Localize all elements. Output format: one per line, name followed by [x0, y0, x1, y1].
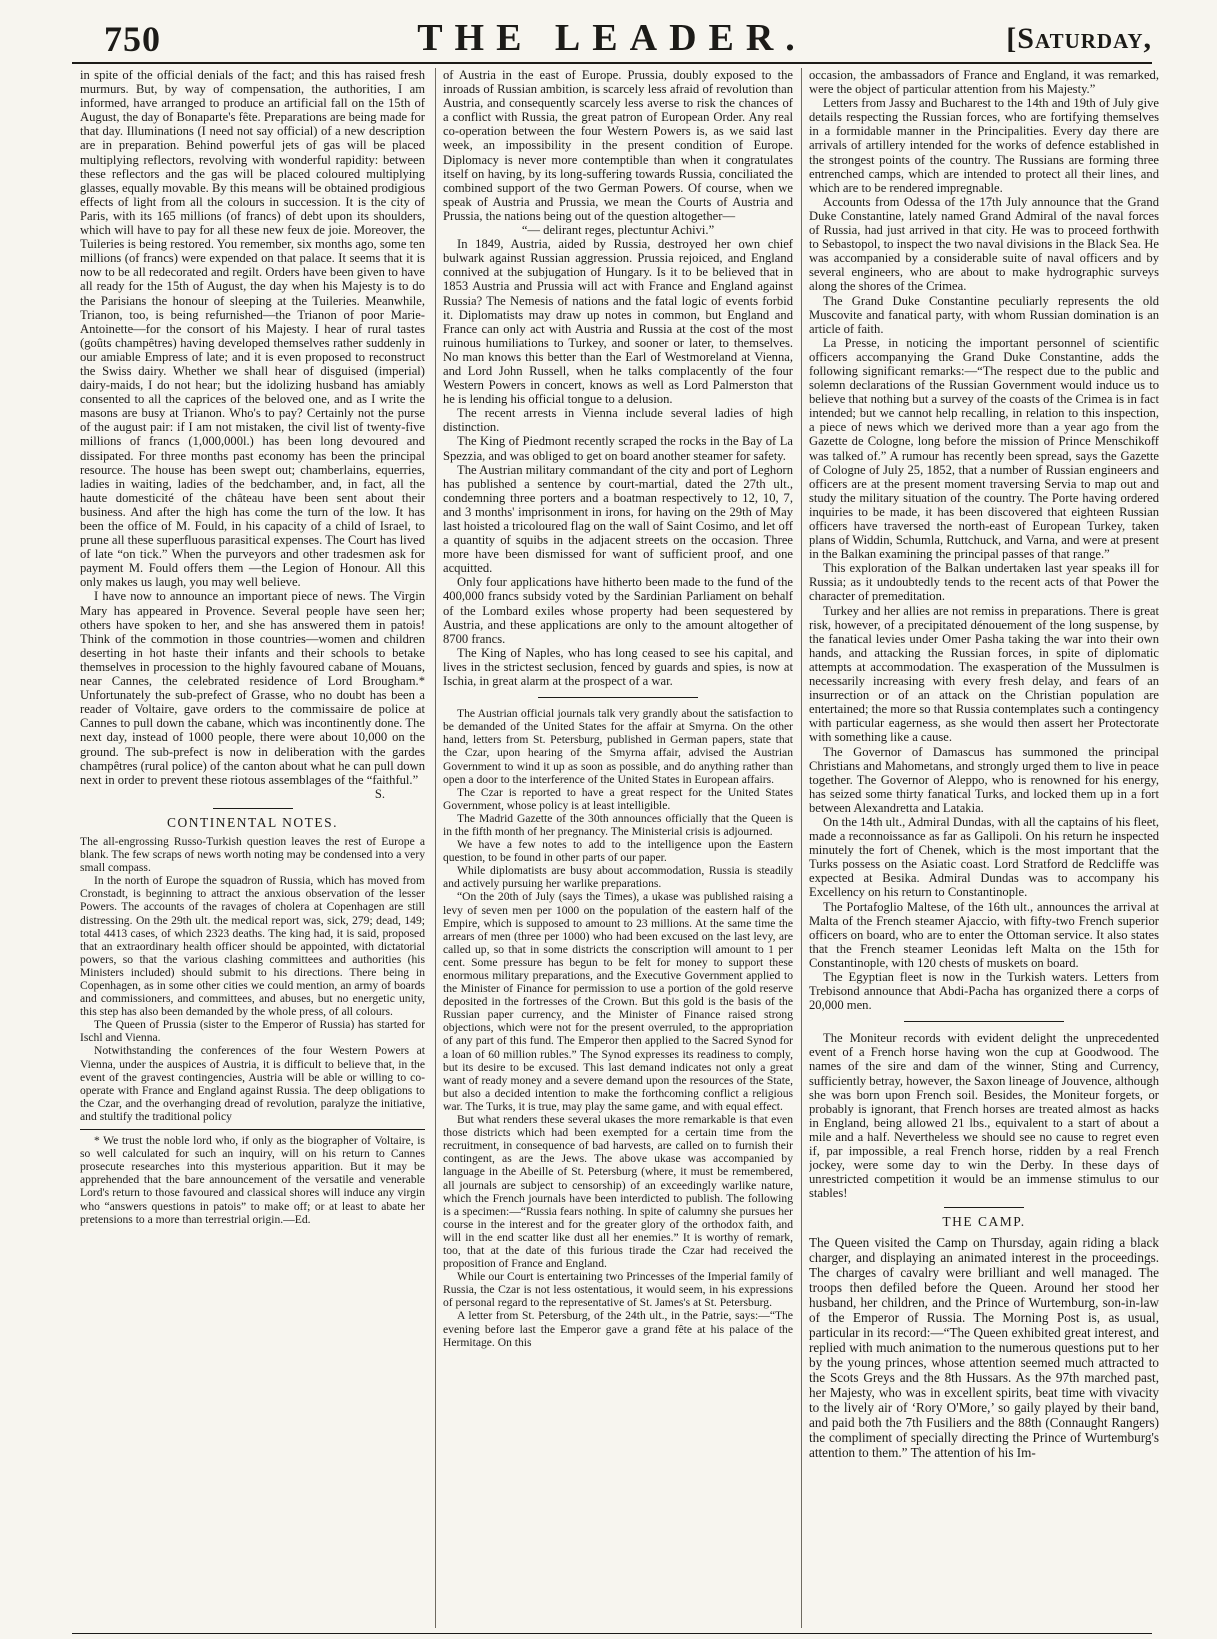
paragraph: The Austrian military commandant of the city and port of Leghorn has published a sentence by court-martial, dated the 27th ult., condemning three porters and a boatman respectively to 12, 10, 7, and 3 months' imprisonment in irons, for having on the 29th of May last hoisted a tricoloured flag on the wall of Saint Cosimo, and let off a quantity of squibs in the adjacent streets on the occasion. Three more have been dismissed for want of sufficient proof, and one acquitted. [443, 462, 793, 576]
paragraph: The Portafoglio Maltese, of the 16th ult., announces the arrival at Malta of the French steamer Ajaccio, with fifty-two French superior officers on board, who are to enter the Ottoman service. It also states that the French steamer Leonidas left Malta on the 15th for Constantinople, with 120 chests of muskets on board. [809, 899, 1159, 970]
paragraph: We have a few notes to add to the intelligence upon the Eastern question, to be found in other parts of our paper. [443, 838, 793, 865]
signature: S. [374, 786, 385, 801]
paragraph: The Egyptian fleet is now in the Turkish waters. Letters from Trebisond announce that Abdi-Pacha has organized there a corps of 20,000 men. [809, 970, 1159, 1013]
footnote-text: * We trust the noble lord who, if only as the biographer of Voltaire, is so well calculated for such an inquiry, will on his return to Cannes prosecute researches into this mysterious apparition. But it may be apprehended that the bare announcement of the versatile and venerable Lord's return to those favoured and classical shores will induce any virgin who “answers questions in patois” to make off; or at least to abate her pretensions to a more than terrestrial origin.—Ed. [80, 1134, 425, 1226]
paragraph: occasion, the ambassadors of France and England, it was remarked, were the object of particular attention from his Majesty.” [809, 68, 1159, 97]
continental-notes-continued [443, 707, 793, 1349]
paragraph: The Queen of Prussia (sister to the Emperor of Russia) has started for Ischl and Vienna. [80, 1018, 425, 1045]
paragraph: On the 14th ult., Admiral Dundas, with all the captains of his fleet, made a reconnoissance as far as Gallipoli. On his return he inspected minutely the fort of Chenek, which is the most important that the Turks possess on the Asiatic coast. Lord Stratford de Redcliffe was expected at Besika. Admiral Dundas was to accompany his Excellency on his return to Constantinople. [809, 814, 1159, 900]
paragraph: The Czar is reported to have a great respect for the United States Government, whose policy is at least intelligible. [443, 785, 793, 812]
divider [944, 1207, 1024, 1208]
newspaper-title: THE LEADER. [417, 17, 807, 59]
column-rule [435, 68, 436, 1628]
paragraph: Notwithstanding the conferences of the four Western Powers at Vienna, under the auspices of Austria, it is difficult to believe that, in the event of the gravest contingencies, Austria will be able or willing to co-operate with France and England against Russia. The deep obligations to the Czar, and the overhanging dread of revolution, paralyze the initiative, and stultify the traditional policy [80, 1044, 425, 1123]
section-heading-the-camp: THE CAMP. [942, 1214, 1026, 1230]
paragraph: The all-engrossing Russo-Turkish question leaves the rest of Europe a blank. The few scraps of news worth noting may be condensed into a very small compass. [80, 834, 425, 875]
paragraph: Only four applications have hitherto been made to the fund of the 400,000 francs subsidy voted by the Sardinian Parliament on behalf of the Lombard exiles whose property had been sequestered by Austria, and these applications are only to the amount altogether of 8700 francs. [443, 575, 793, 646]
divider [213, 808, 293, 809]
paragraph: in spite of the official denials of the fact; and this has raised fresh murmurs. But, by way of compensation, the authorities, I am informed, have arranged to produce an artificial fall on the 15th of August, the day of Bonaparte's fête. Preparations are being made for that day. Illuminations (I need not say official) of a new description are in preparation. Behind powerful jets of gas will be placed multiplying reflectors, revolving with wonderful rapidity: between these reflectors and the gas will be placed coloured multiplying glasses, equally movable. By this means will be obtained prodigious effects of light from all the colours in succession. It is the city of Paris, with its 165 millions (of francs) of debt upon its shoulders, which will have to pay for all these new feux de joie. Moreover, the Tuileries is being restored. You remember, six months ago, some ten millions (of francs) were expended on that palace. It seems that it is now to be all redecorated and regilt. Orders have been given to have all ready for the 15th of August, the day when his Majesty is to do the Parisians the honour of sleeping at the Tuileries. Meanwhile, Trianon, too, is being refurnished—the Trianon of poor Marie-Antoinette—for the consort of his Majesty. I hear of rural tastes (goûts champêtres) having developed themselves rather suddenly in our amiable Empress of late; and it is even proposed to reconstruct the Swiss dairy. Whether we shall hear of disguised (imperial) dairy-maids, I do not hear; but the idolizing husband has amiably consented to all the caprices of the beloved one, and as I write the masons are busy at Trianon. Who's to pay? Certainly not the purse of the august pair: if I am not mistaken, the civil list of twenty-five millions of francs (1,000,000l.) has been long devoured and dissipated. For three months past economy has been the principal resource. The house has been swept out; chamberlains, equerries, ladies in waiting, ladies of the bedchamber, and, in fact, all the haute domesticité of the château have been sent about their business. And after the high has come the turn of the low. It has been the office of M. Fould, in his capacity of a child of Israel, to prune all these superfluous parasitical expenses. The Court has lived of late “on tick.” When the purveyors and other tradesmen ask for payment M. Fould offers them —the Legion of Honour. All this only makes us laugh, you may well believe. [80, 68, 425, 590]
issue-day: [Saturday, [1006, 22, 1152, 55]
signature-line [80, 787, 425, 801]
paragraph: A letter from St. Petersburg, of the 24th ult., in the Patrie, says:—“The evening before last the Emperor gave a grand fête at his palace of the Hermitage. On this [443, 1309, 793, 1349]
paragraph: “On the 20th of July (says the Times), a ukase was published raising a levy of seven men per 1000 on the population of the eastern half of the Empire, which is supposed to amount to 23 millions. At the same time the arrears of men (three per 1000) who had been excused on the last levy, are called up, so that in some districts the conscription will amount to 1 per cent. Some pressure has begun to be felt for money to support these enormous military preparations, and the Executive Government applied to the Minister of Finance for permission to use a portion of the gold reserve deposited in the fortresses of the Crown. But this gold is the basis of the Russian paper currency, and the Minister of Finance raised strong objections, which were not for the present overruled, to the appropriation of any part of this fund. The Emperor then applied to the Sacred Synod for a loan of 60 million rubles.” The Synod expresses its readiness to comply, but its desire to be excused. This last demand indicates not only a great want of ready money and a severe demand upon the resources of the State, but also a decided intention to make the forthcoming conflict a religious war. The Turks, it is true, may play the same game, and with equal effect. [443, 890, 793, 1113]
paragraph: This exploration of the Balkan undertaken last year speaks ill for Russia; as it undoubtedly tends to the recent acts of that Power the character of premeditation. [809, 561, 1159, 604]
paragraph: In the north of Europe the squadron of Russia, which has moved from Cronstadt, is beginning to attract the anxious observation of the lesser Powers. The accounts of the ravages of cholera at Copenhagen are still distressing. On the 29th ult. the medical report was, sick, 279; dead, 149; total 4413 cases, of which 2323 deaths. The king had, it is said, proposed that an extraordinary health officer should be appointed, with dictatorial powers, so that the various clashing committees and authorities (his Ministers included) should submit to his directions. There being in Copenhagen, as in some other cities we could mention, an army of boards and commissioners, and committees, and abuses, but no energetic unity, this step has also been demanded by the whole press, of all colours. [80, 874, 425, 1019]
paragraph: The Governor of Damascus has summoned the principal Christians and Mahometans, and strongly urged them to live in peace together. The Governor of Aleppo, who is renowned for his energy, has seized some thirty fanatical Turks, and locked them up in a fort between Alexandretta and Latakia. [809, 744, 1159, 815]
footnote [80, 1129, 425, 1226]
page-number: 750 [104, 19, 161, 59]
paragraph: I have now to announce an important piece of news. The Virgin Mary has appeared in Provence. Several people have seen her; others have spoken to her, and she has answered them in patois! Think of the commotion in those countries—women and children deserting in hot haste their infants and their schools to betake themselves in procession to the highly favoured cabane of Mouans, near Cannes, the celebrated residence of Lord Brougham.* Unfortunately the sub-prefect of Grasse, who no doubt has been a reader of Voltaire, gave orders to the commissaire de police at Cannes to pull down the cabane, which was incontinently done. The next day, instead of 1000 people, there were about 10,000 on the ground. The sub-prefect is now in deliberation with the gardes champêtres (rural police) of the canton about what he can pull down next in order to prevent these riotous assemblages of the “faithful.” [80, 589, 425, 787]
paragraph: The Queen visited the Camp on Thursday, again riding a black charger, and displaying an animated interest in the proceedings. The charges of cavalry were brilliant and well managed. The troops then defiled before the Queen. Around her stood her husband, her children, and the Prince of Wurtemburg, son-in-law of the Emperor of Russia. The Morning Post is, as usual, particular in its record:—“The Queen exhibited great interest, and replied with much animation to the numerous questions put to her by the young princes, whose attention seemed much attracted to the Scots Greys and the 8th Hussars. As the 97th marched past, her Majesty, who was in excellent spirits, beat time with vivacity to the lively air of ‘Rory O'More,’ so gaily played by their band, and paid both the 7th Fusiliers and the 88th (Connaught Rangers) the compliment of specially directing the Prince of Wurtemburg's attention to them.” The attention of his Im- [809, 1234, 1159, 1460]
divider [538, 697, 698, 698]
paragraph: But what renders these several ukases the more remarkable is that even those districts which had been exempted for a certain time from the recruitment, in consequence of bad harvests, are called on to furnish their contingent, as are the Jews. The above ukase was accompanied by language in the Abeille of St. Petersburg (where, it must be remembered, all journals are subject to censorship) of an exceedingly warlike nature, which the French journals have been interdicted to publish. The following is a specimen:—“Russia fears nothing. In spite of calumny she pursues her course in the interest and for the greater glory of the orthodox faith, and will in the end scatter like dust all her enemies.” It is worthy of remark, too, that at the date of this furious tirade the Czar had received the proposition of France and England. [443, 1113, 793, 1271]
paragraph: While our Court is entertaining two Princesses of the Imperial family of Russia, the Czar is not less ostentatious, it would seem, in his expressions of personal regard to the representative of St. James's at St. Petersburg. [443, 1270, 793, 1310]
paragraph: The King of Piedmont recently scraped the rocks in the Bay of La Spezzia, and was obliged to get on board another steamer for safety. [443, 434, 793, 463]
paragraph: Accounts from Odessa of the 17th July announce that the Grand Duke Constantine, lately named Grand Admiral of the naval forces of Russia, had just arrived in that city. He was to proceed forthwith to Sebastopol, to inspect the two naval divisions in the Black Sea. He was accompanied by a considerable suite of naval officers and by several engineers, who are about to make hydrographic surveys along the shores of the Crimea. [809, 194, 1159, 294]
section-heading-continental-notes: CONTINENTAL NOTES. [167, 814, 338, 830]
paragraph: While diplomatists are busy about accommodation, Russia is steadily and actively pursuing her warlike preparations. [443, 864, 793, 891]
paragraph: The recent arrests in Vienna include several ladies of high distinction. [443, 406, 793, 435]
column-rule [801, 68, 802, 1628]
column-right [809, 68, 1159, 1628]
continental-notes [80, 835, 425, 1123]
paragraph: In 1849, Austria, aided by Russia, destroyed her own chief bulwark against Russian aggression. Prussia rejoiced, and England connived at the subjugation of Hungary. Is it to be believed that in 1853 Austria and Prussia will act with France and England against Russia? The Nemesis of nations and the fatal logic of events forbid it. Diplomatists may draw up notes in common, but England and France can only act with Austria and Russia at the cost of the most ruinous humiliations to Turkey, and sooner or later, to themselves. No man knows this better than the Earl of Westmoreland at Vienna, and Lord John Russell, when he talks complacently of the four Western Powers in concert, knows as well as Lord Palmerston that he is lending his official tongue to a delusion. [443, 237, 793, 407]
column-middle [443, 68, 793, 1628]
verse-quotation: “— delirant reges, plectuntur Achivi.” [521, 223, 715, 238]
bottom-rule [72, 1633, 1152, 1634]
paragraph: Turkey and her allies are not remiss in preparations. There is great risk, however, of a precipitated dénouement of the long suspense, by the fanatical levies under Omer Pasha taking the war into their own hands, and attacking the Russian forces, in spite of diplomatic attempts at accommodation. The exasperation of the Mussulmen is necessarily increasing with every fresh delay, and fears of an insurrection or of an attack on the Christian population are entertained; the more so that Russia contemplates such a contingency with particular eagerness, as she would then assert her Protectorate with something like a cause. [809, 603, 1159, 745]
paragraph: The Austrian official journals talk very grandly about the satisfaction to be demanded of the United States for the affair at Smyrna. On the other hand, letters from St. Petersburg, published in German papers, state that the Czar, upon hearing of the Smyrna affair, advised the Austrian Government to wind it up as soon as possible, and do anything rather than open a door to the interference of the United States in European affairs. [443, 707, 793, 786]
masthead [72, 14, 1152, 64]
paragraph: The Grand Duke Constantine peculiarly represents the old Muscovite and fanatical party, with whom Russian domination is an article of faith. [809, 293, 1159, 336]
divider [904, 1021, 1064, 1022]
paragraph: La Presse, in noticing the important personnel of scientific officers accompanying the Grand Duke Constantine, adds the following significant remarks:—“The respect due to the public and solemn declarations of the Russian Government would induce us to believe that nothing but a survey of the coasts of the Crimea is in fact intended; but we cannot help recalling, in relation to this inspection, a piece of news which we derived more than a year ago from the Gazette de Cologne, long before the mission of Prince Menschikoff was talked of.” A rumour has recently been spread, says the Gazette of Cologne of July 25, 1852, that a number of Russian engineers and officers are at the present moment traversing Servia to map out and study the military situation of the country. The Porte having ordered inquiries to be made, it has been discovered that eighteen Russian officers have traversed the north-east of European Turkey, taken plans of Widdin, Schumla, Ruttchuck, and Varna, and were at present in the Balkan examining the principal passes of that range.” [809, 335, 1159, 562]
paragraph: Letters from Jassy and Bucharest to the 14th and 19th of July give details respecting the Russian forces, who are fortifying themselves in a formidable manner in the Principalities. Every day there are arrivals of artillery intended for the works of defence established in the strongest points of the country. The Russians are forming three entrenched camps, which are intended to protect all their lines, and which are to be rendered impregnable. [809, 96, 1159, 195]
paragraph: The Madrid Gazette of the 30th announces officially that the Queen is in the fifth month of her pregnancy. The Ministerial crisis is adjourned. [443, 811, 793, 838]
column-left [80, 68, 425, 1628]
paragraph: The Moniteur records with evident delight the unprecedented event of a French horse having won the cup at Goodwood. The names of the sire and dam of the winner, Sting and Currency, sufficiently betray, however, the Saxon lineage of Jouvence, although she was born upon French soil. Besides, the Moniteur forgets, or probably is ignorant, that French horses are treated almost as hacks in England, being allowed 21 lbs., equivalent to a start of about a mile and a half. Nevertheless we should see no cause to regret even if, par impossible, a real French horse, ridden by a real French jockey, were some day to win the Derby. In these days of unrestricted competition it would be an immense stimulus to our stables! [809, 1031, 1159, 1201]
paragraph: The King of Naples, who has long ceased to see his capital, and lives in the strictest seclusion, fenced by guards and spies, is now at Ischia, in great alarm at the prospect of a war. [443, 645, 793, 689]
paragraph: of Austria in the east of Europe. Prussia, doubly exposed to the inroads of Russian ambition, is scarcely less afraid of revolution than Austria, and consequently scarcely less averse to risk the chances of a conflict with Russia, the great patron of European Order. Any real co-operation between the four Western Powers is, as we said last week, an impossibility in the present condition of Europe. Diplomacy is never more contemptible than when it congratulates itself on having, by its long-suffering towards Russia, conciliated the combined support of the two German Powers. Of course, when we speak of Austria and Prussia, we mean the Courts of Austria and Prussia, the nations being out of the question altogether— [443, 68, 793, 223]
